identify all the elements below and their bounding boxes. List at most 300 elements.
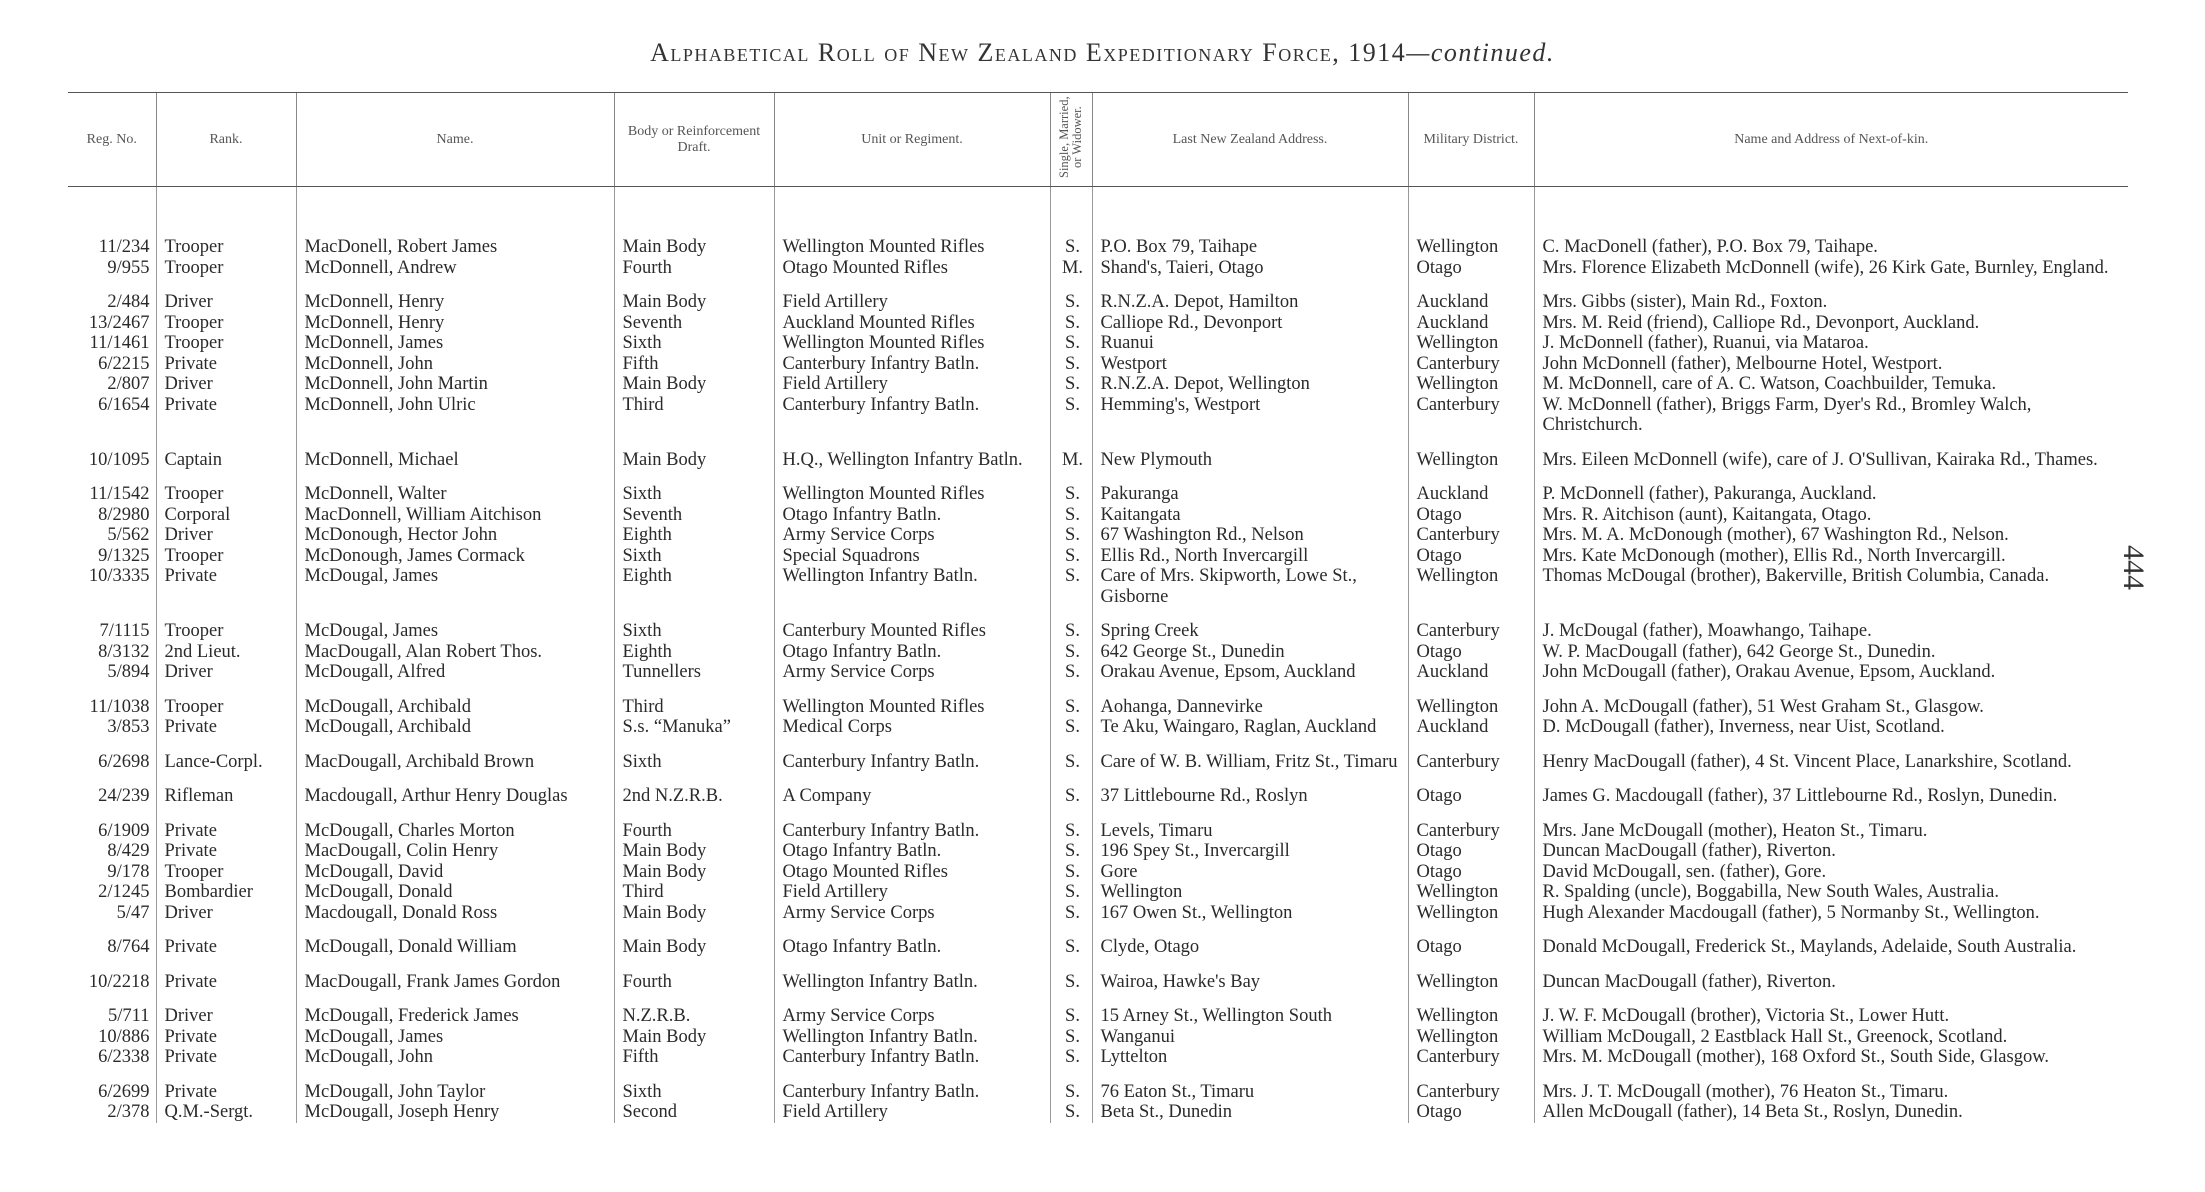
spacer-cell [1408, 772, 1534, 786]
cell-reg: 10/886 [98, 1026, 150, 1047]
spacer-cell [1534, 807, 2128, 821]
spacer-cell [1408, 923, 1534, 937]
spacer-cell [614, 807, 774, 821]
cell-rank: Corporal [156, 505, 296, 526]
cell-kin: W. P. MacDougall (father), 642 George St., Dunedin. [1534, 642, 2128, 663]
cell-name: McDougal, James [296, 621, 614, 642]
spacer-cell [1050, 607, 1092, 621]
cell-status: S. [1050, 374, 1092, 395]
cell-unit: Auckland Mounted Rifles [774, 313, 1050, 334]
cell-reg: 2/378 [107, 1102, 150, 1122]
cell-unit: Otago Mounted Rifles [774, 258, 1050, 279]
cell-reg: 11/1542 [89, 484, 150, 504]
cell-name: McDonnell, John Ulric [296, 395, 614, 436]
cell-address: R.N.Z.A. Depot, Wellington [1092, 374, 1408, 395]
cell-name: McDougall, David [296, 862, 614, 883]
cell-name: McDougall, Donald William [296, 937, 614, 958]
table-row [68, 662, 2128, 683]
cell-district: Auckland [1408, 662, 1534, 683]
cell-kin: Hugh Alexander Macdougall (father), 5 Normanby St., Wellington. [1534, 903, 2128, 924]
table-row [68, 1047, 2128, 1068]
spacer-cell [1050, 738, 1092, 752]
cell-unit: H.Q., Wellington Infantry Batln. [774, 450, 1050, 471]
cell-district: Auckland [1408, 313, 1534, 334]
cell-kin: C. MacDonell (father), P.O. Box 79, Taihape. [1534, 187, 2128, 258]
cell-status: S. [1050, 1047, 1092, 1068]
spacer-cell [68, 958, 156, 972]
cell-address: Kaitangata [1092, 505, 1408, 526]
cell-name: McDougall, John Taylor [296, 1082, 614, 1103]
spacer-cell [774, 772, 1050, 786]
cell-kin: James G. Macdougall (father), 37 Littlebourne Rd., Roslyn, Dunedin. [1534, 786, 2128, 807]
cell-kin: Henry MacDougall (father), 4 St. Vincent Place, Lanarkshire, Scotland. [1534, 752, 2128, 773]
cell-district: Wellington [1408, 450, 1534, 471]
cell-address: Aohanga, Dannevirke [1092, 697, 1408, 718]
cell-status: S. [1050, 505, 1092, 526]
cell-address: Ruanui [1092, 333, 1408, 354]
cell-unit: Canterbury Infantry Batln. [774, 821, 1050, 842]
cell-district: Otago [1408, 505, 1534, 526]
row-spacer [68, 470, 2128, 484]
spacer-cell [774, 436, 1050, 450]
cell-name: MacDougall, Colin Henry [296, 841, 614, 862]
cell-reg: 9/178 [107, 861, 150, 882]
spacer-cell [1408, 958, 1534, 972]
cell-address: Orakau Avenue, Epsom, Auckland [1092, 662, 1408, 683]
cell-address: Levels, Timaru [1092, 821, 1408, 842]
cell-reg: 10/2218 [88, 971, 150, 992]
spacer-cell [1050, 807, 1092, 821]
cell-body: Tunnellers [614, 662, 774, 683]
cell-rank: Trooper [156, 187, 296, 258]
cell-status: S. [1050, 187, 1092, 258]
spacer-cell [1092, 436, 1408, 450]
spacer-cell [614, 958, 774, 972]
cell-kin: Mrs. Florence Elizabeth McDonnell (wife), 26 Kirk Gate, Burnley, England. [1534, 258, 2128, 279]
header-unit: Unit or Regiment. [774, 93, 1050, 187]
table-row [68, 862, 2128, 883]
spacer-cell [614, 738, 774, 752]
cell-unit: Army Service Corps [774, 1006, 1050, 1027]
cell-address: New Plymouth [1092, 450, 1408, 471]
cell-body: Sixth [614, 621, 774, 642]
cell-body: Main Body [614, 1027, 774, 1048]
spacer-cell [156, 807, 296, 821]
cell-name: MacDougall, Frank James Gordon [296, 972, 614, 993]
cell-body: Third [614, 697, 774, 718]
cell-status: S. [1050, 333, 1092, 354]
cell-address: 15 Arney St., Wellington South [1092, 1006, 1408, 1027]
cell-rank: Private [156, 841, 296, 862]
cell-body: Fifth [614, 1047, 774, 1068]
cell-address: 76 Eaton St., Timaru [1092, 1082, 1408, 1103]
cell-address: Te Aku, Waingaro, Raglan, Auckland [1092, 717, 1408, 738]
cell-name: McDougall, Frederick James [296, 1006, 614, 1027]
header-status-label: Single, Married, or Widower. [1057, 96, 1084, 178]
cell-rank: Private [156, 937, 296, 958]
cell-status: S. [1050, 642, 1092, 663]
cell-kin: Mrs. R. Aitchison (aunt), Kaitangata, Otago. [1534, 505, 2128, 526]
cell-body: Second [614, 1102, 774, 1123]
table-row [68, 484, 2128, 505]
cell-district: Canterbury [1408, 1047, 1534, 1068]
cell-rank: Driver [156, 374, 296, 395]
cell-address: Ellis Rd., North Invercargill [1092, 546, 1408, 567]
cell-reg: 3/853 [107, 717, 150, 737]
spacer-cell [614, 992, 774, 1006]
cell-rank: Q.M.-Sergt. [156, 1102, 296, 1123]
cell-rank: Trooper [156, 484, 296, 505]
spacer-cell [1534, 278, 2128, 292]
cell-status: S. [1050, 1027, 1092, 1048]
cell-unit: Field Artillery [774, 882, 1050, 903]
spacer-cell [1092, 1068, 1408, 1082]
spacer-cell [296, 992, 614, 1006]
spacer-cell [1534, 436, 2128, 450]
cell-address: Calliope Rd., Devonport [1092, 313, 1408, 334]
cell-rank: Private [156, 972, 296, 993]
cell-status: S. [1050, 786, 1092, 807]
row-spacer [68, 807, 2128, 821]
cell-reg: 24/239 [98, 786, 150, 806]
cell-status: S. [1050, 862, 1092, 883]
cell-unit: A Company [774, 786, 1050, 807]
row-spacer [68, 738, 2128, 752]
cell-status: S. [1050, 903, 1092, 924]
spacer-cell [68, 1068, 156, 1082]
spacer-cell [1534, 607, 2128, 621]
spacer-cell [1092, 738, 1408, 752]
spacer-cell [296, 807, 614, 821]
spacer-cell [1408, 436, 1534, 450]
cell-reg: 10/1095 [88, 449, 150, 470]
cell-kin: Allen McDougall (father), 14 Beta St., Roslyn, Dunedin. [1534, 1102, 2128, 1123]
cell-kin: D. McDougall (father), Inverness, near Uist, Scotland. [1534, 717, 2128, 738]
row-spacer [68, 958, 2128, 972]
cell-name: Macdougall, Arthur Henry Douglas [296, 786, 614, 807]
table-row [68, 187, 2128, 258]
cell-unit: Otago Infantry Batln. [774, 841, 1050, 862]
cell-district: Otago [1408, 546, 1534, 567]
cell-reg: 8/429 [107, 841, 150, 861]
spacer-cell [156, 683, 296, 697]
spacer-cell [774, 923, 1050, 937]
cell-address: Wellington [1092, 882, 1408, 903]
table-row [68, 313, 2128, 334]
cell-reg: 11/1038 [89, 696, 150, 717]
cell-reg: 6/1909 [98, 820, 150, 841]
cell-rank: Trooper [156, 258, 296, 279]
table-body [68, 187, 2128, 1123]
table-row [68, 882, 2128, 903]
cell-status: S. [1050, 484, 1092, 505]
cell-unit: Army Service Corps [774, 903, 1050, 924]
cell-body: Sixth [614, 752, 774, 773]
cell-status: S. [1050, 717, 1092, 738]
table-row [68, 354, 2128, 375]
cell-name: McDonough, James Cormack [296, 546, 614, 567]
cell-kin: W. McDonnell (father), Briggs Farm, Dyer's Rd., Bromley Walch, Christchurch. [1534, 395, 2128, 436]
cell-name: Macdougall, Donald Ross [296, 903, 614, 924]
cell-reg: 8/764 [107, 937, 150, 957]
cell-name: McDougall, Joseph Henry [296, 1102, 614, 1123]
spacer-cell [68, 436, 156, 450]
cell-kin: Duncan MacDougall (father), Riverton. [1534, 841, 2128, 862]
spacer-cell [774, 807, 1050, 821]
header-name: Name. [296, 93, 614, 187]
cell-kin: Mrs. Jane McDougall (mother), Heaton St., Timaru. [1534, 821, 2128, 842]
cell-reg: 9/955 [107, 257, 150, 278]
cell-unit: Canterbury Infantry Batln. [774, 752, 1050, 773]
spacer-cell [774, 992, 1050, 1006]
spacer-cell [1050, 470, 1092, 484]
cell-rank: Trooper [156, 313, 296, 334]
header-body: Body or Reinforcement Draft. [614, 93, 774, 187]
spacer-cell [1408, 1068, 1534, 1082]
cell-address: 67 Washington Rd., Nelson [1092, 525, 1408, 546]
cell-kin: Mrs. Eileen McDonnell (wife), care of J. O'Sullivan, Kairaka Rd., Thames. [1534, 450, 2128, 471]
cell-name: McDonnell, Henry [296, 292, 614, 313]
spacer-cell [614, 607, 774, 621]
spacer-cell [296, 470, 614, 484]
spacer-cell [1408, 683, 1534, 697]
cell-unit: Canterbury Infantry Batln. [774, 1047, 1050, 1068]
spacer-cell [1092, 958, 1408, 972]
cell-kin: John McDonnell (father), Melbourne Hotel, Westport. [1534, 354, 2128, 375]
cell-kin: David McDougall, sen. (father), Gore. [1534, 862, 2128, 883]
spacer-cell [1092, 807, 1408, 821]
cell-name: McDonough, Hector John [296, 525, 614, 546]
table-row [68, 546, 2128, 567]
cell-reg: 2/1245 [98, 882, 150, 902]
cell-district: Otago [1408, 841, 1534, 862]
cell-address: Spring Creek [1092, 621, 1408, 642]
spacer-cell [68, 992, 156, 1006]
row-spacer [68, 436, 2128, 450]
header-reg-no: Reg. No. [68, 93, 156, 187]
spacer-cell [296, 683, 614, 697]
spacer-cell [1092, 683, 1408, 697]
cell-district: Otago [1408, 642, 1534, 663]
spacer-cell [1534, 992, 2128, 1006]
spacer-cell [156, 436, 296, 450]
cell-reg: 8/2980 [98, 504, 150, 525]
cell-district: Otago [1408, 258, 1534, 279]
table-row [68, 450, 2128, 471]
cell-rank: Bombardier [156, 882, 296, 903]
cell-district: Wellington [1408, 566, 1534, 607]
cell-status: S. [1050, 937, 1092, 958]
cell-kin: Mrs. M. A. McDonough (mother), 67 Washington Rd., Nelson. [1534, 525, 2128, 546]
cell-district: Otago [1408, 937, 1534, 958]
cell-status: S. [1050, 821, 1092, 842]
cell-status: S. [1050, 1006, 1092, 1027]
cell-status: S. [1050, 566, 1092, 607]
cell-district: Wellington [1408, 697, 1534, 718]
cell-name: McDougall, Donald [296, 882, 614, 903]
spacer-cell [1534, 772, 2128, 786]
table-row [68, 1006, 2128, 1027]
cell-body: N.Z.R.B. [614, 1006, 774, 1027]
cell-unit: Wellington Mounted Rifles [774, 484, 1050, 505]
roll-title-continued: —continued. [1406, 38, 1555, 67]
cell-district: Wellington [1408, 1027, 1534, 1048]
cell-unit: Special Squadrons [774, 546, 1050, 567]
cell-address: Pakuranga [1092, 484, 1408, 505]
cell-district: Canterbury [1408, 752, 1534, 773]
cell-address: Lyttelton [1092, 1047, 1408, 1068]
cell-reg: 6/2338 [98, 1047, 150, 1067]
cell-kin: P. McDonnell (father), Pakuranga, Auckland. [1534, 484, 2128, 505]
cell-district: Auckland [1408, 292, 1534, 313]
spacer-cell [68, 470, 156, 484]
row-spacer [68, 992, 2128, 1006]
cell-rank: 2nd Lieut. [156, 642, 296, 663]
cell-unit: Otago Mounted Rifles [774, 862, 1050, 883]
table-row [68, 1082, 2128, 1103]
spacer-cell [1092, 470, 1408, 484]
cell-status: M. [1050, 450, 1092, 471]
cell-body: Main Body [614, 292, 774, 313]
spacer-cell [1050, 683, 1092, 697]
cell-status: S. [1050, 1102, 1092, 1123]
cell-name: McDonnell, Henry [296, 313, 614, 334]
table-row [68, 752, 2128, 773]
spacer-cell [296, 923, 614, 937]
cell-status: S. [1050, 841, 1092, 862]
row-spacer [68, 1068, 2128, 1082]
spacer-cell [68, 607, 156, 621]
cell-address: 37 Littlebourne Rd., Roslyn [1092, 786, 1408, 807]
cell-district: Wellington [1408, 972, 1534, 993]
cell-address: P.O. Box 79, Taihape [1092, 187, 1408, 258]
cell-rank: Driver [156, 1006, 296, 1027]
table-row [68, 566, 2128, 607]
spacer-cell [614, 683, 774, 697]
cell-unit: Wellington Infantry Batln. [774, 972, 1050, 993]
row-spacer [68, 607, 2128, 621]
table-row [68, 1102, 2128, 1123]
cell-unit: Wellington Mounted Rifles [774, 697, 1050, 718]
spacer-cell [68, 278, 156, 292]
cell-status: M. [1050, 258, 1092, 279]
spacer-cell [1534, 470, 2128, 484]
cell-district: Wellington [1408, 903, 1534, 924]
cell-unit: Canterbury Mounted Rifles [774, 621, 1050, 642]
cell-status: S. [1050, 546, 1092, 567]
cell-name: McDonnell, James [296, 333, 614, 354]
cell-rank: Driver [156, 525, 296, 546]
table-row [68, 786, 2128, 807]
table-row [68, 258, 2128, 279]
cell-reg: 11/1461 [89, 333, 150, 353]
cell-body: Sixth [614, 1082, 774, 1103]
cell-address: R.N.Z.A. Depot, Hamilton [1092, 292, 1408, 313]
spacer-cell [614, 278, 774, 292]
cell-name: McDonnell, Michael [296, 450, 614, 471]
cell-reg: 2/484 [107, 292, 150, 312]
cell-address: Care of Mrs. Skipworth, Lowe St., Gisborne [1092, 566, 1408, 607]
cell-kin: J. McDougal (father), Moawhango, Taihape. [1534, 621, 2128, 642]
cell-kin: Donald McDougall, Frederick St., Maylands, Adelaide, South Australia. [1534, 937, 2128, 958]
row-spacer [68, 772, 2128, 786]
cell-body: Main Body [614, 903, 774, 924]
cell-body: Fifth [614, 354, 774, 375]
cell-body: 2nd N.Z.R.B. [614, 786, 774, 807]
cell-kin: John A. McDougall (father), 51 West Graham St., Glasgow. [1534, 697, 2128, 718]
cell-status: S. [1050, 697, 1092, 718]
cell-kin: R. Spalding (uncle), Boggabilla, New South Wales, Australia. [1534, 882, 2128, 903]
spacer-cell [68, 923, 156, 937]
spacer-cell [1534, 1068, 2128, 1082]
cell-rank: Private [156, 566, 296, 607]
table-row [68, 717, 2128, 738]
cell-unit: Otago Infantry Batln. [774, 937, 1050, 958]
cell-unit: Wellington Mounted Rifles [774, 333, 1050, 354]
cell-address: Clyde, Otago [1092, 937, 1408, 958]
cell-body: Main Body [614, 187, 774, 258]
spacer-cell [614, 1068, 774, 1082]
cell-body: Main Body [614, 937, 774, 958]
cell-status: S. [1050, 525, 1092, 546]
spacer-cell [68, 772, 156, 786]
cell-name: McDougall, Alfred [296, 662, 614, 683]
table-row [68, 841, 2128, 862]
cell-district: Canterbury [1408, 821, 1534, 842]
cell-status: S. [1050, 882, 1092, 903]
spacer-cell [156, 772, 296, 786]
cell-name: McDougall, Charles Morton [296, 821, 614, 842]
cell-kin: William McDougall, 2 Eastblack Hall St., Greenock, Scotland. [1534, 1027, 2128, 1048]
spacer-cell [156, 958, 296, 972]
cell-kin: John McDougall (father), Orakau Avenue, Epsom, Auckland. [1534, 662, 2128, 683]
spacer-cell [156, 607, 296, 621]
cell-rank: Trooper [156, 546, 296, 567]
table-row [68, 525, 2128, 546]
cell-rank: Private [156, 395, 296, 436]
cell-rank: Rifleman [156, 786, 296, 807]
cell-unit: Field Artillery [774, 1102, 1050, 1123]
cell-reg: 11/234 [98, 237, 150, 257]
cell-reg: 8/3132 [98, 641, 150, 662]
cell-status: S. [1050, 621, 1092, 642]
spacer-cell [1050, 1068, 1092, 1082]
cell-reg: 5/562 [107, 525, 150, 545]
spacer-cell [296, 436, 614, 450]
cell-status: S. [1050, 292, 1092, 313]
spacer-cell [1050, 958, 1092, 972]
cell-unit: Army Service Corps [774, 525, 1050, 546]
cell-address: Hemming's, Westport [1092, 395, 1408, 436]
cell-district: Canterbury [1408, 395, 1534, 436]
cell-status: S. [1050, 752, 1092, 773]
spacer-cell [614, 436, 774, 450]
cell-address: Shand's, Taieri, Otago [1092, 258, 1408, 279]
cell-district: Otago [1408, 862, 1534, 883]
cell-kin: Mrs. Gibbs (sister), Main Rd., Foxton. [1534, 292, 2128, 313]
row-spacer [68, 278, 2128, 292]
cell-unit: Canterbury Infantry Batln. [774, 1082, 1050, 1103]
cell-district: Otago [1408, 786, 1534, 807]
cell-status: S. [1050, 662, 1092, 683]
cell-name: McDougall, John [296, 1047, 614, 1068]
cell-unit: Otago Infantry Batln. [774, 642, 1050, 663]
header-status [1050, 93, 1092, 187]
spacer-cell [1092, 923, 1408, 937]
spacer-cell [296, 772, 614, 786]
spacer-cell [68, 738, 156, 752]
cell-status: S. [1050, 972, 1092, 993]
